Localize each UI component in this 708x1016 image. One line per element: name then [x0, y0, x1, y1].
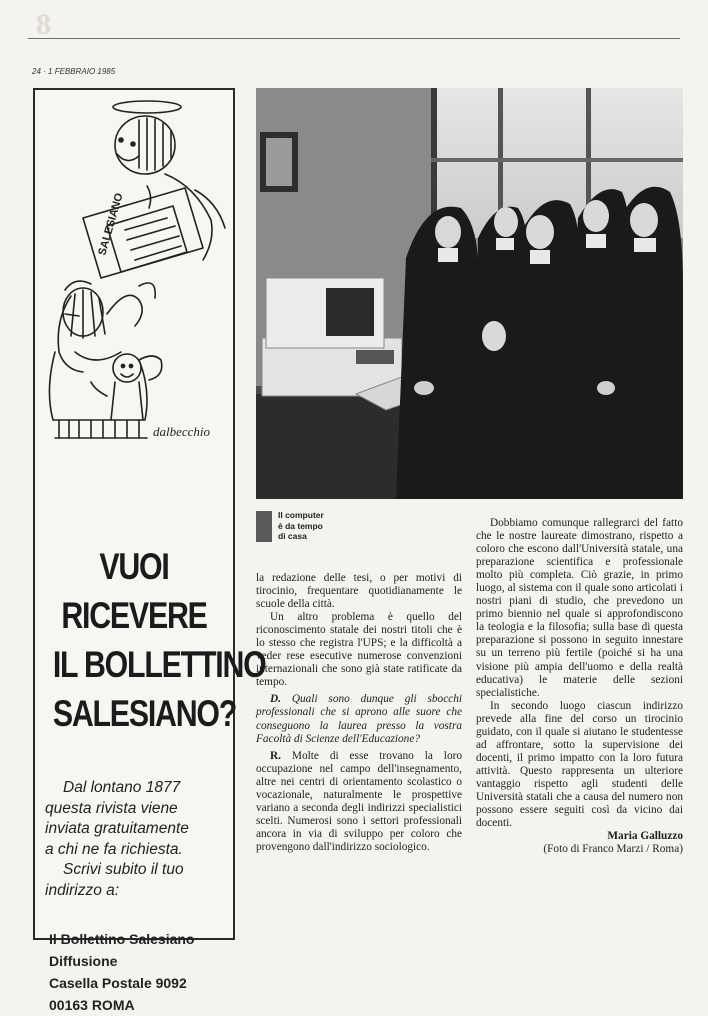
- page-date: 1 FEBBRAIO 1985: [48, 67, 116, 76]
- ad-address-line: 00163 ROMA: [49, 997, 135, 1013]
- top-rule: [28, 38, 680, 39]
- ad-headline-line: SALESIANO?: [52, 693, 237, 734]
- caption-line: di casa: [278, 531, 307, 541]
- photo-illustration: [256, 88, 683, 499]
- caption-line: Il computer: [278, 510, 324, 520]
- caption-marker: [256, 511, 272, 542]
- ad-text-line: Scrivi subito il tuo: [63, 861, 184, 878]
- article-paragraph: Dobbiamo comunque rallegrarci del fatto che le nostre laureate dimostrano, rispetto a coloro che escono dall'Università statale, una preparazione scientifica e professionale molto più completa. Ciò grazie, in primo luogo, al sistema con il quale sono articolati i nostri piani di studio, che prevedono un primo biennio nel quale si approfondiscono la teologia e la filosofia; sulla base di questa preparazione si possono in seguito innestare su un terreno più fertile (poiché si ha una visione più ampia dell'uomo e della realtà educativa) le materie delle sezioni specialistiche.: [476, 517, 683, 699]
- page-number: 24: [32, 67, 41, 76]
- ad-address-line: Casella Postale 9092: [49, 975, 187, 991]
- ad-headline-line: IL BOLLETTINO: [52, 644, 266, 685]
- author-signature: Maria Galluzzo: [607, 830, 683, 843]
- caption-line: è da tempo: [278, 520, 323, 531]
- answer-text: Molte di esse trovano la loro occupazione nel campo dell'insegnamento, altre nei centri di orientamento scolastico o vocazionale, naturalmente le prospettive variano a seconda degli indirizzi specialistici scelti. Numerosi sono i settori professionali ancora in via di sviluppo per coloro che provengono dall'indirizzo sociologico.: [256, 749, 463, 853]
- ad-text-line: questa rivista viene: [45, 799, 178, 817]
- ad-address: [49, 928, 194, 1016]
- article-photo: [256, 88, 683, 499]
- faint-page-mark: 8: [36, 8, 51, 41]
- cartoon-signature: dalbecchio: [153, 424, 211, 439]
- ad-headline-line: RICEVERE: [61, 595, 207, 636]
- ad-headline-line: VUOI: [99, 546, 169, 587]
- ad-text-line: indirizzo a:: [45, 881, 120, 899]
- ad-address-line: Il Bollettino Salesiano: [49, 931, 195, 947]
- ad-text-line: Dal lontano 1877: [63, 779, 181, 796]
- subscription-ad: [33, 88, 266, 1013]
- ad-text-line: a chi ne fa richiesta.: [45, 840, 183, 858]
- question-marker: D.: [270, 693, 281, 706]
- article-column-left: [256, 572, 462, 854]
- question-text: Quali sono dunque gli sbocchi professionali che si aprono alle suore che conseguono la laurea presso la vostra Facoltà di Scienze dell'Educazione?: [256, 693, 463, 745]
- ad-text: [45, 778, 227, 901]
- ad-address-line: Diffusione: [49, 953, 118, 969]
- ad-headline: [35, 542, 266, 738]
- article-paragraph: la redazione delle tesi, o per motivi di tirocinio, frequentare quotidianamente le scuole della città.: [256, 572, 462, 611]
- article-paragraph: In secondo luogo ciascun indirizzo prevede alla fine del corso un tirocinio guidato, con il quale si aiutano le studentesse ad affrontare, sotto la supervisione dei docenti, il primo impatto con la loro futura attività. Questo rappresenta un ulteriore vantaggio rispetto agli studenti delle Università statali che a causa del numero non possono essere seguiti così da vicino dai docenti.: [476, 699, 683, 830]
- article-column-right: [476, 517, 683, 856]
- cartoon-magazine-label: SALESIANO: [96, 191, 126, 257]
- answer-marker: R.: [270, 749, 281, 762]
- page-separator: ·: [43, 67, 49, 76]
- article-paragraph: Un altro problema è quello del riconoscimento statale dei nostri titoli che è lo stesso che registra l'UPS; e la difficoltà a veder rese esecutive numerose convenzioni internazionali che sono già state ratificate da tempo.: [256, 611, 462, 689]
- interview-question: [256, 693, 462, 745]
- ad-text-line: inviata gratuitamente: [45, 820, 189, 837]
- page-header: [32, 67, 115, 76]
- interview-answer: [256, 750, 462, 854]
- photo-credit: (Foto di Franco Marzi / Roma): [543, 843, 683, 856]
- photo-caption: [278, 510, 324, 542]
- cartoon-illustration: [35, 90, 233, 450]
